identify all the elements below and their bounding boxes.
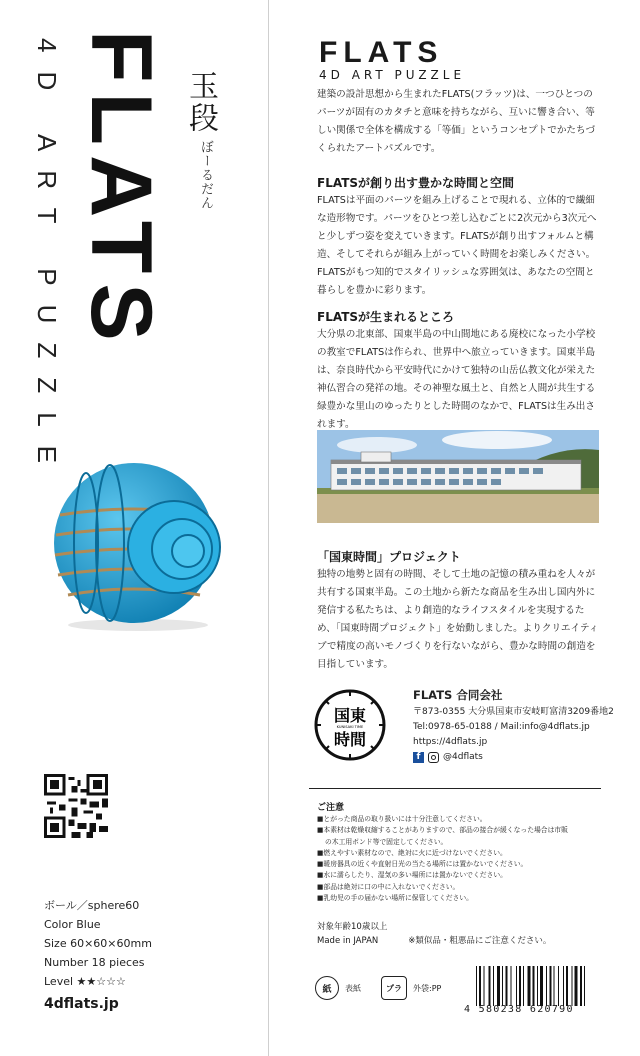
plastic-recycle-icon: プラ [381,976,407,1000]
age-info [317,920,551,948]
barcode [476,966,600,1006]
section-body-origin: 大分県の北東部、国東半島の中山間地にある廃校になった小学校の教室でFLATSは作られ、世界中へ旅立っていきます。国東半島は、奈良時代から平安時代にかけて独特の山岳仏教文化が栄えた神仏習合の発祥の地。その神聖な風土と、自然と人間が共生する緑豊かな里山のゆったりとした時間のなかで、FLATSは生み出されます。 [317,329,596,430]
divider [309,788,601,789]
vertical-brand: FLATS [73,30,169,351]
sphere-puzzle-image [46,455,226,635]
paper-recycle-label: 表紙 [345,983,361,993]
caution-title: ご注意 [317,803,345,813]
section-body-project: 独特の地勢と固有の時間、そして土地の記憶の積み重ねを人々が共有する国東半島。この土地から新たな商品を生み出し国内外に発信する私たちは、より創造的なライフスタイルを実現するため、「国東時間プロジェクト」を始動しました。よりクリエイティブで精度の高いモノづくりを行ないながら、豊かな時間の創造を目指しています。 [317,569,599,670]
company-name: FLATS 合同会社 [413,688,503,702]
spec-pieces: Number 18 pieces [44,956,145,969]
caution-item: の木工用ボンド等で固定してください。 [325,837,448,846]
caution-item: ■とがった商品の取り扱いには十分注意してください。 [317,815,487,823]
caution-item: ■本素材は乾燥収縮することがありますので、部品の接合が緩くなった場合は市販 [317,826,568,835]
qr-code [44,774,108,838]
brand-subtitle: 4D ART PUZZLE [319,68,466,82]
social-handle: @4dflats [443,752,483,762]
company-info [413,688,614,765]
plastic-recycle-label: 外袋:PP [413,983,442,993]
logo-ring-text: KUNISAKI TIME [336,725,364,729]
social-row [413,750,614,765]
kunisaki-time-logo [313,688,387,762]
paper-recycle-icon: 紙 [315,976,339,1000]
caution-item: ■乳幼児の手の届かない場所に保管してください。 [317,894,473,903]
company-contact: Tel:0978-65-0188 / Mail:info@4dflats.jp [413,722,590,732]
made-in: Made in JAPAN [317,936,379,946]
left-panel [0,0,269,1056]
brand-title: FLATS [319,36,444,69]
logo-line1: 国東 [333,706,367,725]
spec-level: Level ★★☆☆☆ [44,975,126,988]
spec-size: Size 60×60×60mm [44,937,152,950]
product-reading: ぼーるだん [198,140,213,210]
age-rating: 対象年齢10歳以上 [317,922,388,932]
vertical-subtitle: 4D ART PUZZLE [32,38,62,482]
section-heading-time-space: FLATSが創り出す豊かな時間と空間 [317,176,515,190]
recycle-marks [315,976,441,1000]
company-url[interactable]: https://4dflats.jp [413,737,488,747]
section-body-time-space: FLATSは平面のパーツを組み上げることで現れる、立体的で繊細な造形物です。パーツをひとつ差し込むごとに2次元から3次元へと少しずつ姿を変えていきます。FLATSが創り出すフォルムと構造、そしてそれらが組み上がっていく時間をお楽しみください。FLATSがもつ知的でスタイリッシュな雰囲気は、あなたの空間と暮らしを豊かに彩ります。 [317,195,597,296]
section-heading-project: 「国東時間」プロジェクト [317,550,461,564]
spec-color: Color Blue [44,918,101,931]
company-address: 〒873-0355 大分県国東市安岐町富清3209番地2 [413,707,614,717]
logo-line2: 時間 [333,730,367,749]
website-label: 4dflats.jp [44,996,119,1012]
caution-item: ■燃えやすい素材なので、絶対に火に近づけないでください。 [317,848,507,857]
product-name: 玉段 [183,70,218,134]
imitation-note: ※類似品・粗悪品にご注意ください。 [408,936,552,946]
right-panel [269,0,640,1056]
caution-list [317,814,607,904]
section-heading-origin: FLATSが生まれるところ [317,310,455,324]
intro-text: 建築の設計思想から生まれたFLATS(フラッツ)は、一つひとつのパーツが固有のカタチと意味を持ちながら、互いに響き合い、等しい関係で全体を構成する「等価」というコンセプトでかたちづくられたアートパズルです。 [317,89,596,154]
caution-item: ■暖房器具の近くや直射日光の当たる場所には置かないでください。 [317,860,528,869]
instagram-icon[interactable] [428,752,439,763]
spec-shape: ボール／sphere60 [44,899,140,912]
caution-item: ■水に濡らしたり、湿気の多い場所には置かないでください。 [317,871,507,880]
product-specs [44,896,152,991]
barcode-number: 4 580238 620790 [464,1004,574,1015]
facebook-icon[interactable]: f [413,752,424,763]
school-building-photo [317,430,599,523]
caution-item: ■部品は絶対に口の中に入れないでください。 [317,882,460,891]
